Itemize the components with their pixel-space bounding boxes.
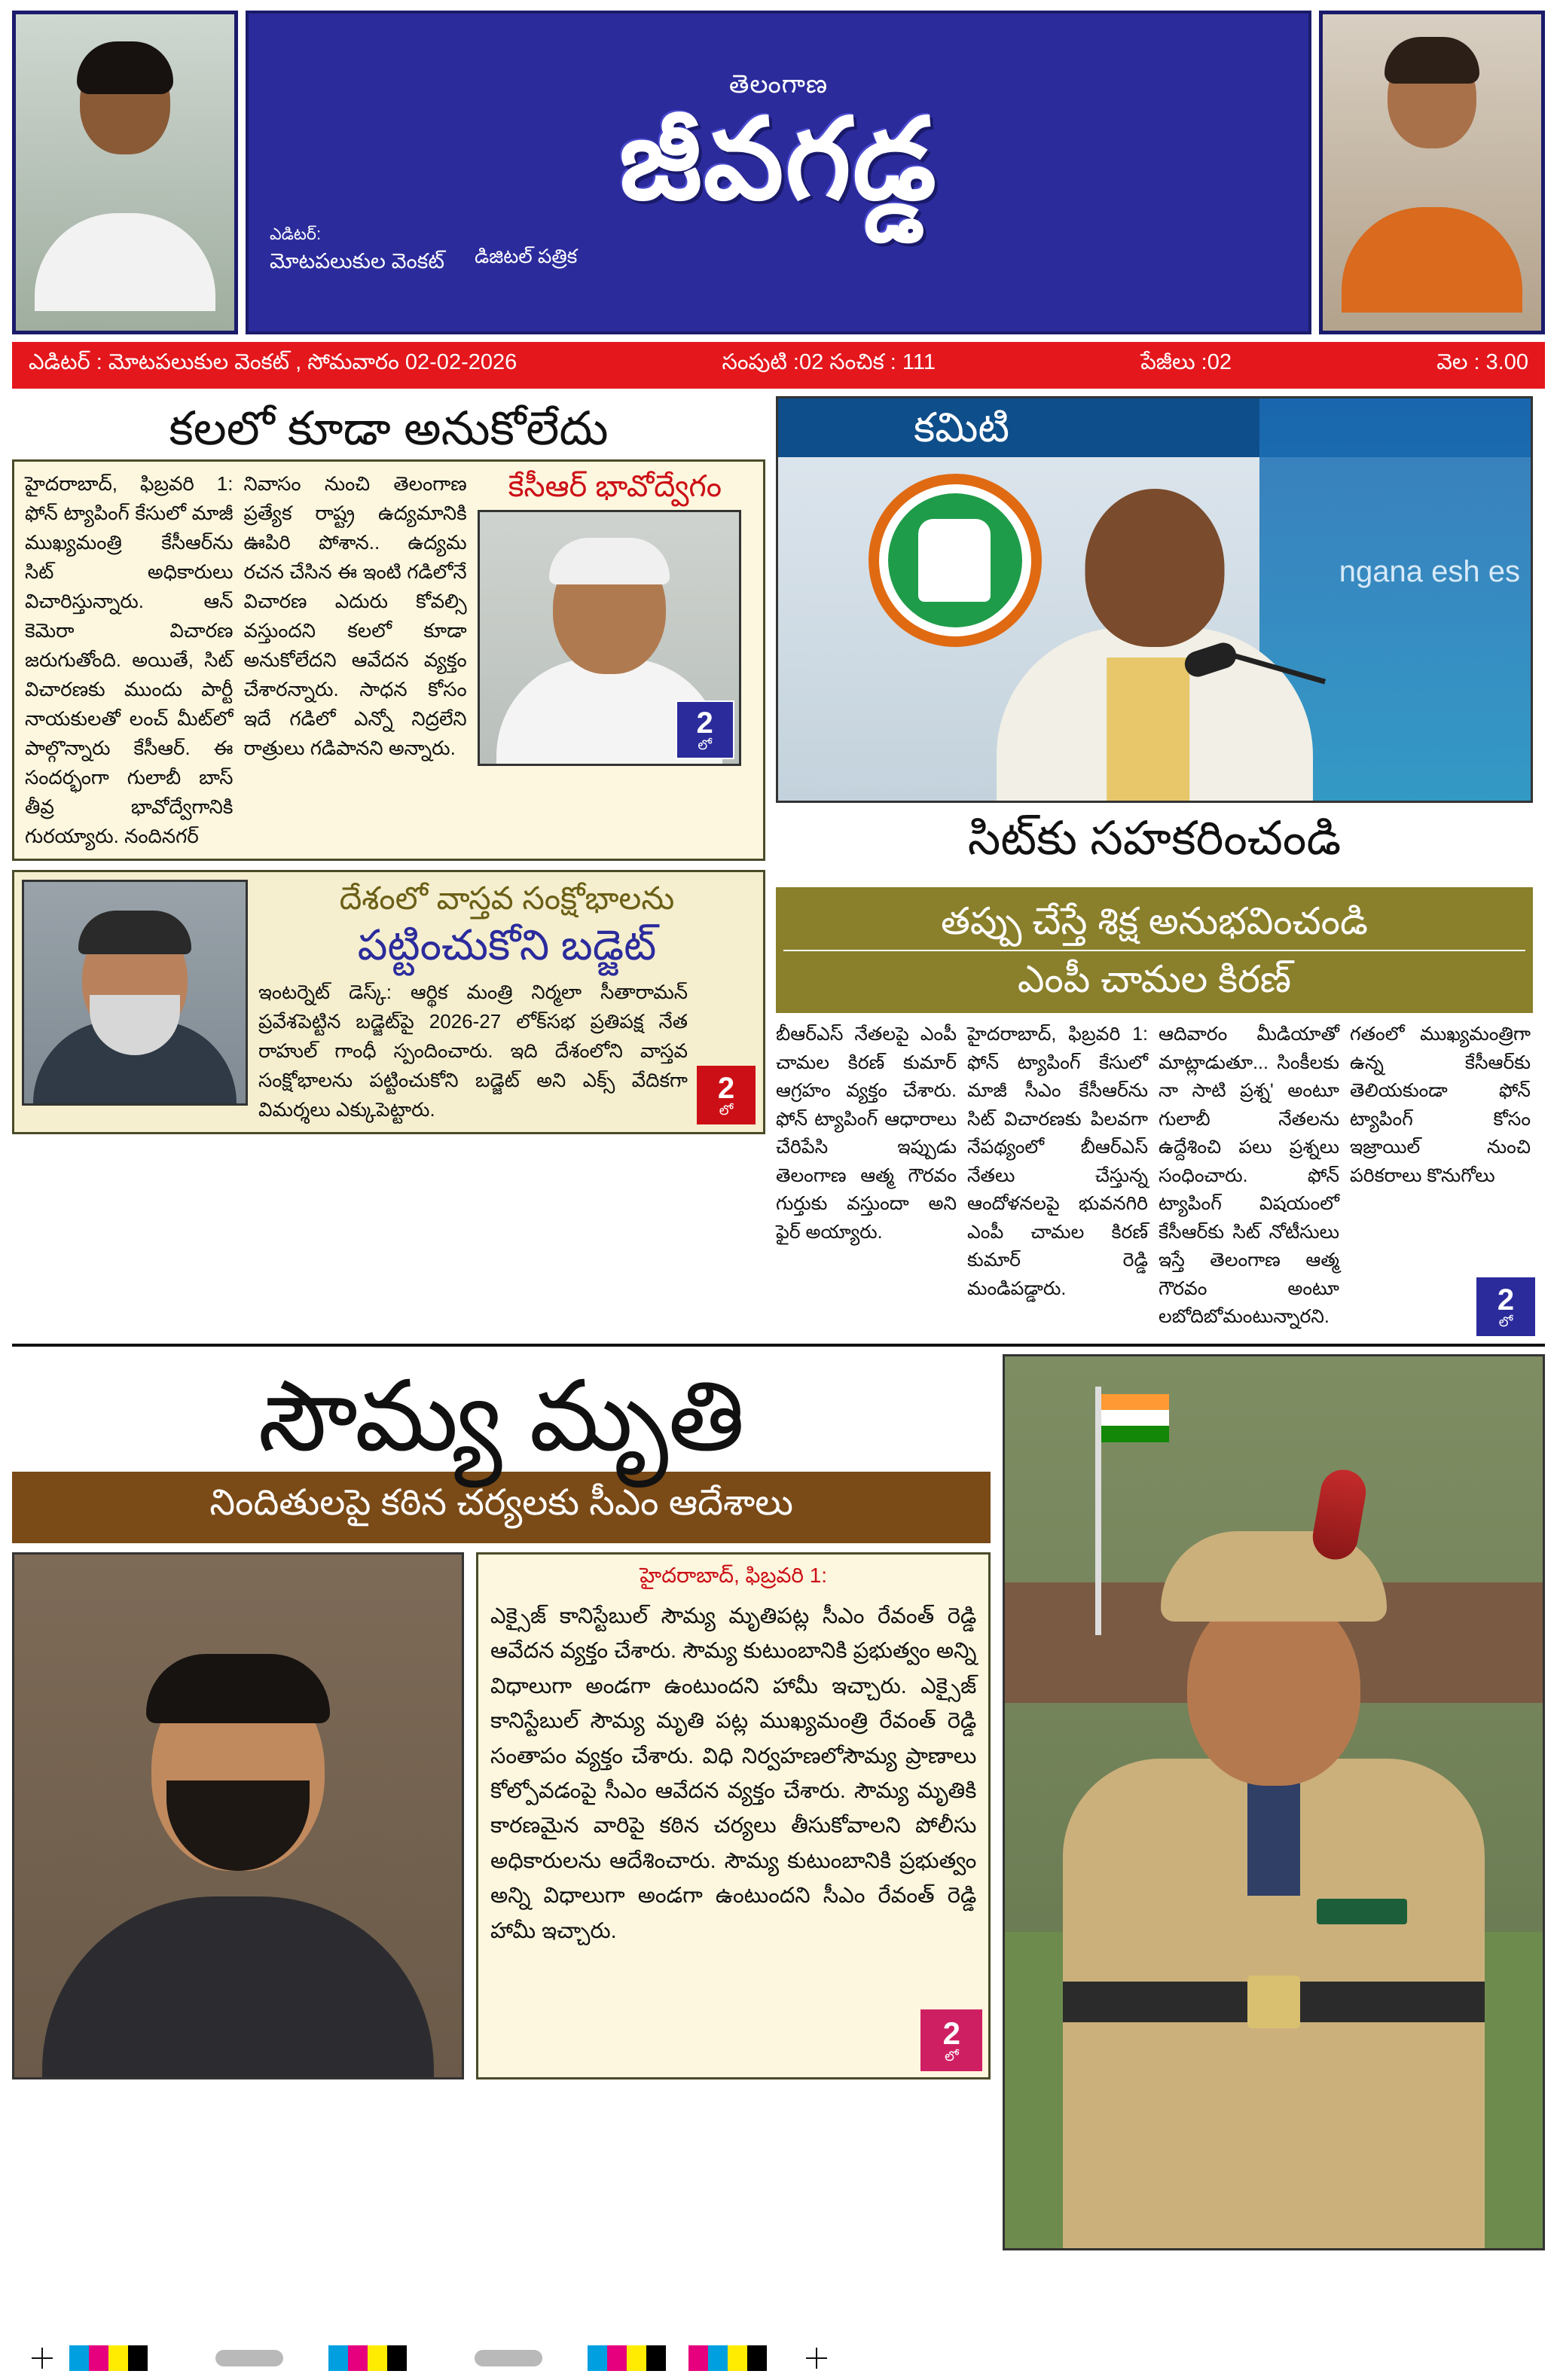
swatch-magenta-3 <box>607 2345 627 2371</box>
swatch-cyan <box>69 2345 89 2371</box>
story3-text: ఇంటర్నెట్ డెస్క్: ఆర్థిక మంత్రి నిర్మలా సీతారామన్ ప్రవేశపెట్టిన బడ్జెట్‌పై 2026-27 లోక్‌సభ ప్రతిపక్ష నేత రాహుల్ గాంధీ స్పందించారు. ఇది దేశంలోని వాస్తవ సంక్షోభాలను పట్టించుకోని బడ్జెట్ అని ఎక్స్ వేదికగా విమర్శలు ఎక్కుపెట్టారు. <box>258 980 688 1121</box>
story3-head2: పట్టించుకోని బడ్జెట్ <box>357 920 657 969</box>
swatch-yellow-4 <box>728 2345 747 2371</box>
story4-headline: సౌమ్య మృతి <box>258 1360 745 1471</box>
registration-mark-icon <box>32 2348 53 2369</box>
story2-col2: హైదరాబాద్, ఫిబ్రవరి 1: ఫోన్ ట్యాపింగ్ కేసులో మాజీ సీఎం కేసీఆర్‌ను సిట్ విచారణకు పిలవగా నేపథ్యంలో బీఆర్ఎస్ నేతలు చేస్తున్న ఆందోళనలపై భువనగిరి ఎంపీ చామల కిరణ్ కుమార్ రెడ్డి మండిపడ్డారు. <box>967 1024 1148 1299</box>
left-portrait-body <box>35 213 215 311</box>
swatch-cyan-3 <box>588 2345 607 2371</box>
issue-volume: సంపుటి :02 సంచిక : 111 <box>722 350 936 374</box>
story2-col4: గతంలో ముఖ్యమంత్రిగా ఉన్న కేసీఆర్‌కు తెలియకుండా ఫోన్ ట్యాపింగ్ కోసం ఇజ్రాయిల్ నుంచి పరికరాలు కొనుగోలు <box>1350 1024 1531 1186</box>
swatch-magenta-4 <box>688 2345 708 2371</box>
officer-cap-plume <box>1309 1466 1369 1563</box>
story2-page-badge <box>1476 1277 1535 1336</box>
india-flag-icon <box>1101 1394 1169 1442</box>
left-portrait-image <box>16 14 234 331</box>
main-content <box>0 389 1557 1332</box>
swatch-magenta <box>89 2345 108 2371</box>
kcr-hair <box>549 538 670 584</box>
story3-badge-number: 2 <box>717 1071 735 1105</box>
issue-info-bar <box>12 342 1545 389</box>
story2-badge-text: లో <box>1498 1314 1513 1329</box>
story1-subhead: కేసీఆర్ భావోద్వేగం <box>508 470 722 504</box>
swatch-black-3 <box>646 2345 666 2371</box>
story2-gold-line1: తప్పు చేస్తే శిక్ష అనుభవించండి <box>941 900 1368 942</box>
masthead-title: జీవగడ్డ <box>619 95 938 222</box>
story2-col3: ఆదివారం మీడియాతో మాట్లాడుతూ... సింకీలకు నా సాటి ప్రశ్న' అంటూ గులాబీ నేతలను ఉద్దేశించి పలు ప్రశ్నలు సంధించారు. ఫోన్ ట్యాపింగ్ విషయంలో కేసీఆర్‌కు సిట్ నోటీసులు ఇస్తే తెలంగాణ ఆత్మ గౌరవం అంటూ లబోదిబో‌మంటున్నారని. <box>1159 1024 1339 1327</box>
swatch-black-2 <box>387 2345 407 2371</box>
constable-soumya-photo <box>1003 1354 1545 2250</box>
officer-tie <box>1247 1783 1300 1896</box>
officer-belt-buckle <box>1247 1976 1300 2028</box>
swatch-magenta-2 <box>348 2345 368 2371</box>
story4-text-box <box>476 1552 991 2079</box>
density-pill-2 <box>475 2350 542 2366</box>
color-swatch-group-4 <box>688 2345 767 2371</box>
rahul-gandhi-photo <box>22 880 248 1106</box>
press-backdrop-text: ngana esh es <box>1339 555 1520 588</box>
issue-pages: పేజీలు :02 <box>1140 350 1232 374</box>
story1-col1: హైదరాబాద్, ఫిబ్రవరి 1: ఫోన్ ట్యాపింగ్ కేసులో మాజీ ముఖ్యమంత్రి కేసీఆర్‌ను సిట్ అధికారులు విచారిస్తున్నారు. ఆన్ కెమెరా విచారణ జరుగుతోంది. అయితే, సిట్ విచారణకు ముందు పార్టీ నాయకులతో లంచ్ మీట్‌లో పాల్గొన్నారు కేసీఆర్. ఈ సందర్భంగా గులాబీ బాస్ తీవ్ర భావోద్వేగానికి గురయ్యారు. నందినగర్ <box>25 472 234 848</box>
issue-editor-date: ఎడిటర్ : మోటపలుకుల వెంకట్ , సోమవారం 02-02-2026 <box>29 350 517 374</box>
story4-right <box>1003 1354 1545 2250</box>
masthead <box>0 0 1557 339</box>
speaker-head <box>1085 489 1224 647</box>
right-column <box>776 396 1533 1332</box>
story1-badge-text: లో <box>698 737 712 753</box>
rg-hair <box>78 911 191 954</box>
story4-badge-number: 2 <box>942 2015 961 2051</box>
story1-col2: నివాసం నుంచి తెలంగాణ ప్రత్యేక రాష్ట్ర ఉద్యమానికి ఊపిరి పోశాన.. ఉద్యమ రచన చేసిన ఈ ఇంటి గడిలోనే విచారణ ఎదురు కోవల్సి వస్తుందని కలలో కూడా అనుకోలేదని ఆవేదన వ్యక్తం చేశారన్నారు. సాధన కోసం ఇదే గడిలో ఎన్నో నిద్రలేని రాత్రులు గడిపానని అన్నారు. <box>243 472 467 760</box>
digital-label: డిజిటల్ పత్రిక <box>474 244 578 267</box>
rv-beard <box>166 1780 310 1871</box>
officer-name-badge <box>1317 1899 1407 1924</box>
swatch-black-4 <box>747 2345 767 2371</box>
story3-badge-text: లో <box>719 1102 734 1118</box>
story4-subbar: నిందితులపై కఠిన చర్యలకు సీఎం ఆదేశాలు <box>12 1472 991 1543</box>
story1-headline: కలలో కూడా అనుకోలేదు <box>169 403 609 455</box>
registration-mark-icon-right <box>806 2348 827 2369</box>
story4-page-badge <box>920 2009 982 2071</box>
right-portrait-hair <box>1385 37 1479 84</box>
story1-box <box>12 459 765 861</box>
left-portrait-hair <box>77 41 173 94</box>
density-pill-1 <box>215 2350 283 2366</box>
masthead-kicker: తెలంగాణ <box>728 69 829 99</box>
story1-page-badge <box>676 700 734 759</box>
story1-col2-wrap <box>243 469 466 851</box>
bottom-section <box>12 1344 1545 2250</box>
story2-col1: బీఆర్ఎస్ నేతలపై ఎంపీ చామల కిరణ్ కుమార్ ఆగ్రహం వ్యక్తం చేశారు. ఫోన్ ట్యాపింగ్ ఆధారాలు చేరిపేసి ఇప్పుడు తెలంగాణ ఆత్మ గౌరవం గుర్తుకు వస్తుందా అని ఫైర్ అయ్యారు. <box>776 1024 957 1243</box>
kcr-photo <box>478 510 741 766</box>
color-swatch-group-2 <box>328 2345 407 2371</box>
top-row <box>12 396 1545 1332</box>
flag-pole <box>1095 1387 1101 1635</box>
editor-label: ఎడిటర్: <box>270 224 322 243</box>
story4-dateline: హైదరాబాద్, ఫిబ్రవరి 1: <box>640 1564 828 1587</box>
press-banner-top-text: కమిటి <box>914 405 1010 450</box>
swatch-cyan-4 <box>708 2345 728 2371</box>
swatch-yellow <box>108 2345 128 2371</box>
speaker-scarf <box>1107 658 1189 801</box>
story3-head1: దేశంలో వాస్తవ సంక్షోభాలను <box>339 880 675 917</box>
story2-gold-banner <box>776 887 1533 1013</box>
story3-page-badge <box>697 1066 756 1124</box>
rv-hair <box>146 1654 330 1723</box>
story3-box <box>12 870 765 1134</box>
rv-body <box>42 1896 434 2077</box>
chamala-kiran-press-photo <box>776 396 1533 803</box>
story3-text-area <box>258 880 756 1124</box>
story1-badge-number: 2 <box>696 706 713 740</box>
story2-badge-number: 2 <box>1497 1283 1515 1317</box>
swatch-cyan-2 <box>328 2345 348 2371</box>
story1-photo-col <box>478 469 753 851</box>
story2-col4-wrap <box>1350 1021 1531 1332</box>
swatch-black <box>128 2345 148 2371</box>
revanth-reddy-photo <box>12 1552 464 2079</box>
color-swatch-group-3 <box>588 2345 666 2371</box>
masthead-editor-row <box>256 220 1301 274</box>
issue-price: వెల : 3.00 <box>1436 350 1528 374</box>
congress-hand-icon <box>918 519 991 602</box>
story2-gold-line2: ఎంపీ చామల కిరణ్ <box>783 950 1525 1003</box>
right-portrait-body <box>1342 207 1522 313</box>
story2-headline: సిట్‌కు సహకరించండి <box>967 813 1342 865</box>
story4-row <box>12 1552 991 2079</box>
story4-left <box>12 1354 991 2250</box>
color-swatch-group-1 <box>69 2345 148 2371</box>
left-portrait-box <box>12 11 238 334</box>
right-portrait-image <box>1323 14 1541 331</box>
story2-columns <box>776 1021 1533 1332</box>
editor-name: మోటపలుకుల వెంకట్ <box>270 249 444 273</box>
story4-badge-text: లో <box>945 2049 959 2064</box>
swatch-yellow-3 <box>627 2345 646 2371</box>
right-portrait-box <box>1319 11 1545 334</box>
nameplate <box>246 11 1311 334</box>
print-color-bar <box>0 2336 1557 2380</box>
swatch-yellow-2 <box>368 2345 387 2371</box>
story4-text: ఎక్సైజ్ కానిస్టేబుల్ సౌమ్య మృతిపట్ల సీఎం రేవంత్ రెడ్డి ఆవేదన వ్యక్తం చేశారు. సౌమ్య కుటుంబానికి ప్రభుత్వం అన్ని విధాలుగా అండగా ఉంటుందని హామీ ఇచ్చారు. ఎక్సైజ్ కానిస్టేబుల్ సౌమ్య మృతి పట్ల ముఖ్యమంత్రి రేవంత్ రెడ్డి సంతాపం వ్యక్తం చేశారు. విధి నిర్వహణలోసౌమ్య ప్రాణాలు కోల్పోవడంపై సీఎం ఆవేదన వ్యక్తం చేశారు. సౌమ్య మృతికి కారణమైన వారిపై కఠిన చర్యలు తీసుకోవాలని పోలీసు అధికారులను ఆదేశించారు. సౌమ్య కుటుంబానికి ప్రభుత్వం అన్ని విధాలుగా అండగా ఉంటుందని సీఎం రేవంత్ రెడ్డి హామీ ఇచ్చారు. <box>490 1604 977 1943</box>
left-column <box>12 396 765 1332</box>
